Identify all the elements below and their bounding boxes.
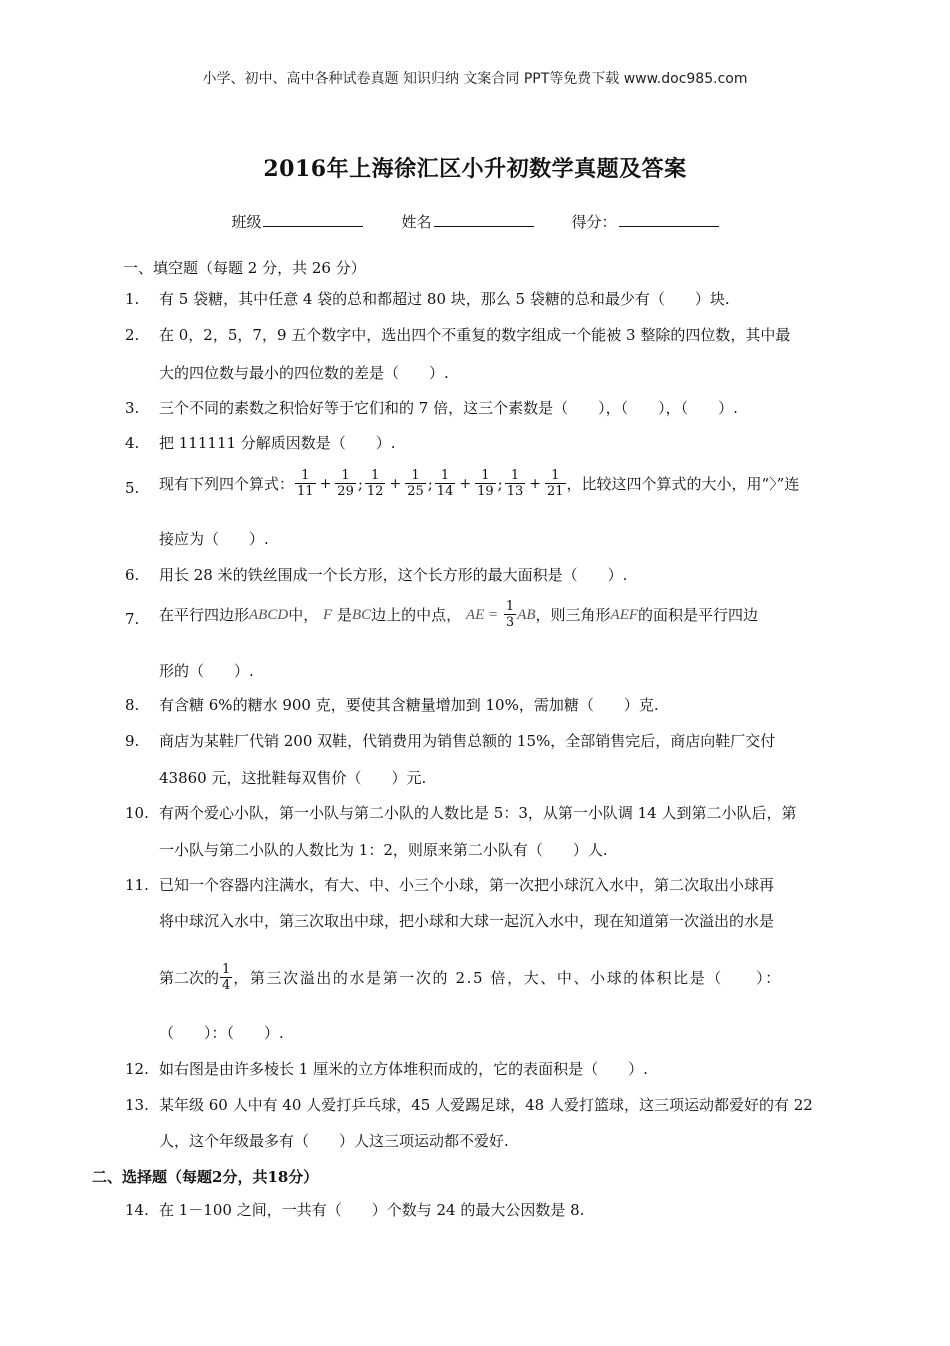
fraction: $\frac{1}{25}$ bbox=[407, 468, 424, 499]
fraction: $\frac{1}{14}$ bbox=[436, 468, 454, 499]
name-blank[interactable] bbox=[434, 210, 534, 227]
fraction: $\frac{1}{12}$ bbox=[366, 468, 384, 499]
question-text: 在 1－100 之间，一共有（ ）个数与 24 的最大公因数是 8. bbox=[159, 1201, 585, 1219]
score-label: 得分： bbox=[571, 213, 617, 231]
separator: ; bbox=[427, 474, 433, 493]
separator: ; bbox=[357, 474, 363, 493]
plus-sign: + bbox=[459, 475, 472, 492]
question-number: 6. bbox=[125, 566, 140, 584]
fraction: $\frac{1}{4}$ bbox=[222, 962, 231, 993]
question-text: 用长 28 米的铁丝围成一个长方形，这个长方形的最大面积是（ ）. bbox=[159, 566, 628, 584]
class-blank[interactable] bbox=[263, 210, 363, 227]
plus-sign: + bbox=[319, 475, 332, 492]
math-bc: BC bbox=[351, 606, 372, 623]
score-field[interactable] bbox=[572, 210, 719, 232]
fraction: $\frac{1}{11}$ bbox=[297, 468, 314, 499]
text: ，则三角形 bbox=[535, 605, 611, 624]
question-number: 7. bbox=[125, 610, 140, 628]
question-text: 有 5 袋糖，其中任意 4 袋的总和都超过 80 块，那么 5 袋糖的总和最少有（ ）块. bbox=[159, 290, 730, 308]
question-text: 商店为某鞋厂代销 200 双鞋，代销费用为销售总额的 15%，全部销售完后，商店向鞋厂交付 bbox=[159, 732, 776, 750]
question-number: 2. bbox=[125, 326, 140, 344]
question-text: 把 111111 分解质因数是（ ）. bbox=[159, 434, 396, 452]
plus-sign: + bbox=[389, 475, 402, 492]
name-label: 姓名 bbox=[401, 213, 432, 231]
question-text: 有两个爱心小队，第一小队与第二小队的人数比是 5：3，从第一小队调 14 人到第二小队后，第 bbox=[159, 804, 797, 822]
question-text: 有含糖 6%的糖水 900 克，要使其含糖量增加到 10%，需加糖（ ）克. bbox=[159, 696, 659, 714]
question-11-line3 bbox=[159, 962, 782, 993]
math-ab: AB bbox=[517, 606, 536, 623]
question-text: 某年级 60 人中有 40 人爱打乒乓球，45 人爱踢足球，48 人爱打篮球，这三项运动都爱好的有 22 bbox=[159, 1096, 813, 1114]
text: 在平行四边形 bbox=[159, 605, 250, 624]
text: 第二次的 bbox=[159, 968, 220, 987]
question-number: 5. bbox=[125, 479, 140, 497]
question-number: 11. bbox=[125, 876, 149, 894]
question-text bbox=[159, 468, 860, 499]
site-banner: 小学、初中、高中各种试卷真题 知识归纳 文案合同 PPT等免费下载 www.doc985.com bbox=[202, 71, 748, 87]
question-text: 如右图是由许多棱长 1 厘米的立方体堆积而成的，它的表面积是（ ）. bbox=[159, 1060, 648, 1078]
question-number: 10. bbox=[125, 804, 149, 822]
question-text: 已知一个容器内注满水，有大、中、小三个小球，第一次把小球沉入水中，第二次取出小球再 bbox=[159, 876, 775, 894]
question-number: 12. bbox=[125, 1060, 149, 1078]
fraction: $\frac{1}{29}$ bbox=[337, 468, 354, 499]
text: 是 bbox=[336, 605, 352, 624]
class-field[interactable] bbox=[231, 210, 363, 232]
question-13-continued: 人，这个年级最多有（ ）人这三项运动都不爱好. bbox=[159, 1132, 509, 1150]
text: 边上的中点， bbox=[371, 605, 462, 624]
math-ae: AE = bbox=[465, 606, 499, 623]
separator: ; bbox=[497, 474, 503, 493]
question-number: 14. bbox=[125, 1201, 149, 1219]
question-10-continued: 一小队与第二小队的人数比为 1：2，则原来第二小队有（ ）人. bbox=[159, 841, 608, 859]
fraction: $\frac{1}{3}$ bbox=[505, 599, 515, 630]
q5-prefix: 现有下列四个算式： bbox=[159, 474, 295, 493]
question-number: 8. bbox=[125, 696, 140, 714]
name-field[interactable] bbox=[401, 210, 533, 232]
question-5-continued: 接应为（ ）. bbox=[159, 530, 269, 548]
fraction: $\frac{1}{13}$ bbox=[506, 468, 524, 499]
question-11-line2: 将中球沉入水中，第三次取出中球，把小球和大球一起沉入水中，现在知道第一次溢出的水是 bbox=[159, 912, 775, 930]
math-f: F bbox=[322, 606, 333, 623]
question-7-continued: 形的（ ）. bbox=[159, 662, 254, 680]
student-info-fields bbox=[0, 210, 950, 232]
text: ，第三次溢出的水是第一次的 2.5 倍，大、中、小球的体积比是（ ）： bbox=[233, 968, 782, 987]
question-number: 3. bbox=[125, 399, 140, 417]
math-abcd: ABCD bbox=[249, 606, 289, 623]
question-number: 1. bbox=[125, 290, 140, 308]
fraction: $\frac{1}{19}$ bbox=[477, 468, 494, 499]
question-9-continued: 43860 元，这批鞋每双售价（ ）元. bbox=[159, 769, 427, 787]
fraction: $\frac{1}{21}$ bbox=[546, 468, 564, 499]
question-number: 4. bbox=[125, 434, 140, 452]
question-text: 在 0，2，5，7，9 五个数字中，选出四个不重复的数字组成一个能被 3 整除的四位数，其中最 bbox=[159, 326, 791, 344]
page-title: 2016年上海徐汇区小升初数学真题及答案 bbox=[263, 156, 687, 182]
question-text bbox=[159, 599, 860, 630]
question-number: 13. bbox=[125, 1096, 149, 1114]
score-blank[interactable] bbox=[619, 210, 719, 227]
section-heading-multiple-choice: 二、选择题（每题2分，共18分） bbox=[92, 1168, 319, 1186]
text: 中， bbox=[288, 605, 319, 624]
math-aef: AEF bbox=[610, 606, 639, 623]
question-number: 9. bbox=[125, 732, 140, 750]
question-text: 三个不同的素数之积恰好等于它们和的 7 倍，这三个素数是（ ），（ ），（ ）. bbox=[159, 399, 738, 417]
question-2-continued: 大的四位数与最小的四位数的差是（ ）. bbox=[159, 364, 449, 382]
class-label: 班级 bbox=[231, 213, 262, 231]
question-11-line4: （ ）：（ ）. bbox=[159, 1024, 284, 1042]
plus-sign: + bbox=[529, 475, 541, 492]
q5-suffix: ，比较这四个算式的大小，用“〉”连 bbox=[566, 474, 800, 493]
section-heading-fill-in: 一、填空题（每题 2 分，共 26 分） bbox=[123, 259, 366, 277]
text: 的面积是平行四边 bbox=[638, 605, 759, 624]
